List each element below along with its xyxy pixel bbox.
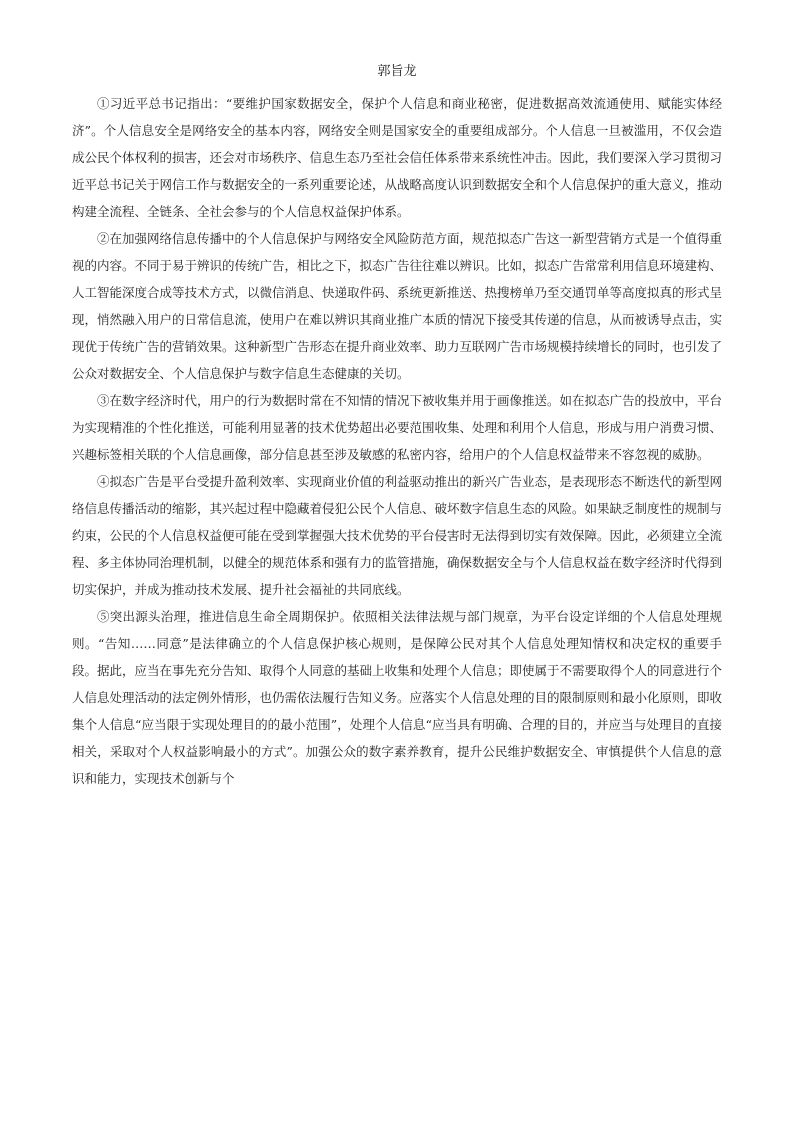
paragraph-5: ⑤突出源头治理，推进信息生命全周期保护。依照相关法律法规与部门规章，为平台设定详细的个人信息处理规则。“告知……同意”是法律确立的个人信息保护核心规则，是保障公民对其个人信息处理知情权和决定权的重要手段。据此，应当在事先充分告知、取得个人同意的基础上收集和处理个人信息；即使属于不需要取得个人的同意进行个人信息处理活动的法定例外情形，也仍需依法履行告知义务。应落实个人信息处理的目的限制原则和最小化原则，即收集个人信息“应当限于实现处理目的的最小范围”，处理个人信息“应当具有明确、合理的目的，并应当与处理目的直接相关，采取对个人权益影响最小的方式”。加强公众的数字素养教育，提升公民维护数据安全、审慎提供个人信息的意识和能力，实现技术创新与个 bbox=[72, 609, 723, 786]
paragraph-1: ①习近平总书记指出：“要维护国家数据安全，保护个人信息和商业秘密，促进数据高效流通使用、赋能实体经济”。个人信息安全是网络安全的基本内容，网络安全则是国家安全的重要组成部分。个人信息一旦被滥用，不仅会造成公民个体权利的损害，还会对市场秩序、信息生态乃至社会信任体系带来系统性冲击。因此，我们要深入学习贯彻习近平总书记关于网信工作与数据安全的一系列重要论述，从战略高度认识到数据安全和个人信息保护的重大意义，推动构建全流程、全链条、全社会参与的个人信息权益保护体系。 bbox=[72, 96, 723, 219]
paragraph-2: ②在加强网络信息传播中的个人信息保护与网络安全风险防范方面，规范拟态广告这一新型营销方式是一个值得重视的内容。不同于易于辨识的传统广告，相比之下，拟态广告往往难以辨识。比如，拟态广告常常利用信息环境建构、人工智能深度合成等技术方式，以微信消息、快递取件码、系统更新推送、热搜榜单乃至交通罚单等高度拟真的形式呈现，悄然融入用户的日常信息流，使用户在难以辨识其商业推广本质的情况下接受其传递的信息，从而被诱导点击，实现优于传统广告的营销效果。这种新型广告形态在提升商业效率、助力互联网广告市场规模持续增长的同时，也引发了公众对数据安全、个人信息保护与数字信息生态健康的关切。 bbox=[72, 231, 723, 381]
paragraph-4: ④拟态广告是平台受提升盈利效率、实现商业价值的利益驱动推出的新兴广告业态，是表现形态不断迭代的新型网络信息传播活动的缩影，其兴起过程中隐藏着侵犯公民个人信息、破坏数字信息生态的风险。如果缺乏制度性的规制与约束，公民的个人信息权益便可能在受到掌握强大技术优势的平台侵害时无法得到切实有效保障。因此，必须建立全流程、多主体协同治理机制，以健全的规范体系和强有力的监管措施，确保数据安全与个人信息权益在数字经济时代得到切实保护，并成为推动技术发展、提升社会福祉的共同底线。 bbox=[72, 474, 723, 597]
author-name: 郭旨龙 bbox=[377, 64, 417, 79]
article-body bbox=[72, 62, 722, 792]
paragraph-3: ③在数字经济时代，用户的行为数据时常在不知情的情况下被收集并用于画像推送。如在拟态广告的投放中，平台为实现精准的个性化推送，可能利用显著的技术优势超出必要范围收集、处理和利用个人信息，形成与用户消费习惯、兴趣标签相关联的个人信息画像，部分信息甚至涉及敏感的私密内容，给用户的个人信息权益带来不容忽视的威胁。 bbox=[72, 393, 723, 462]
